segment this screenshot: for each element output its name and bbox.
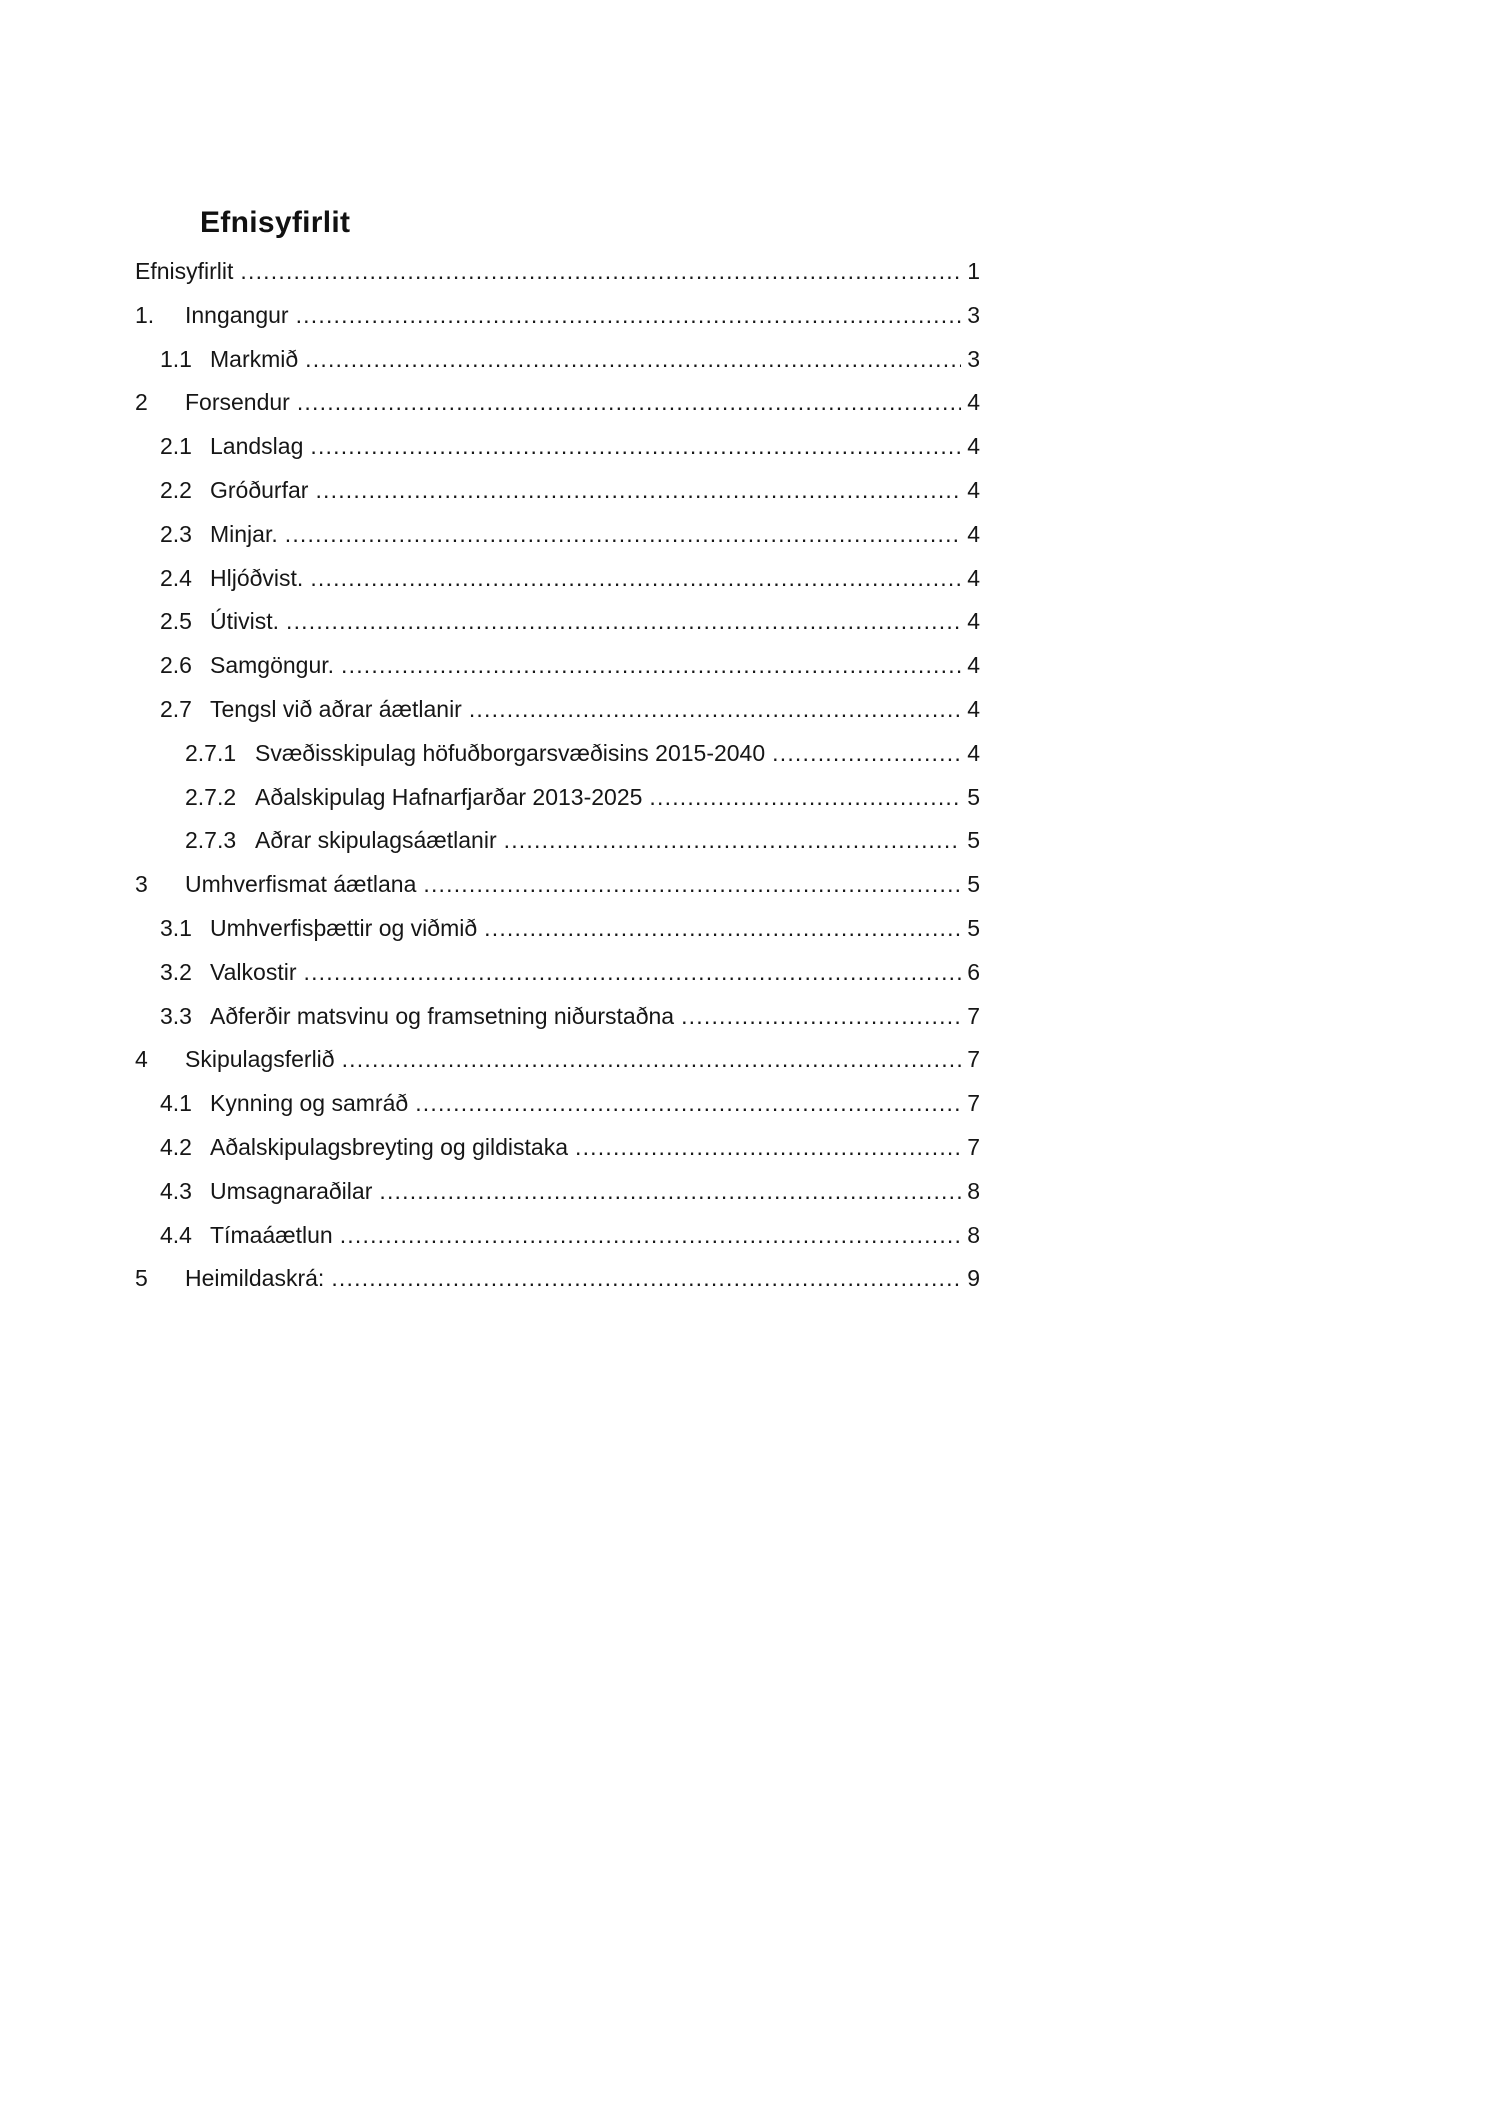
toc-entry-page-number: 3 (967, 301, 980, 328)
toc-entry-label: Hljóðvist. (210, 564, 304, 591)
toc-entry-label: Tengsl við aðrar áætlanir (210, 695, 462, 722)
toc-entry-label: Aðalskipulag Hafnarfjarðar 2013-2025 (255, 783, 643, 810)
toc-dotted-leader (240, 258, 961, 285)
toc-entry (135, 1046, 980, 1090)
toc-entry-page-number: 9 (967, 1265, 980, 1292)
toc-entry-label: Aðalskipulagsbreyting og gildistaka (210, 1133, 568, 1160)
toc-entry-page-number: 5 (967, 914, 980, 941)
toc-dotted-leader (297, 389, 961, 416)
toc-entry-label: Efnisyfirlit (135, 258, 234, 284)
toc-dotted-leader (681, 1003, 961, 1030)
toc-entry-number: 5 (135, 1265, 148, 1292)
toc-dotted-leader (310, 565, 961, 592)
toc-entry (135, 1134, 980, 1178)
toc-entry-number: 1.1 (160, 345, 192, 372)
toc-dotted-leader (649, 784, 961, 811)
toc-entry-page-number: 4 (967, 652, 980, 679)
toc-entry-number: 2.7 (160, 695, 192, 722)
toc-entry (135, 827, 980, 871)
toc-dotted-leader (469, 696, 961, 723)
toc-entry-number: 3 (135, 871, 148, 898)
toc-entry (135, 433, 980, 477)
toc-entry (135, 258, 980, 302)
toc-entry-page-number: 5 (967, 783, 980, 810)
toc-list (135, 258, 980, 1309)
toc-entry-number: 3.2 (160, 958, 192, 985)
toc-entry-page-number: 5 (967, 871, 980, 898)
toc-entry (135, 871, 980, 915)
toc-dotted-leader (285, 521, 961, 548)
toc-entry-page-number: 7 (967, 1002, 980, 1029)
toc-dotted-leader (310, 433, 961, 460)
toc-entry-label: Markmið (210, 345, 299, 372)
toc-entry-label: Inngangur (185, 301, 289, 328)
toc-dotted-leader (286, 608, 961, 635)
toc-entry-page-number: 7 (967, 1133, 980, 1160)
toc-entry (135, 565, 980, 609)
toc-entry-page-number: 8 (967, 1177, 980, 1204)
toc-entry-number: 4.3 (160, 1177, 192, 1204)
toc-entry-page-number: 3 (967, 345, 980, 372)
toc-entry-number: 2.7.2 (185, 783, 237, 810)
toc-entry-label: Útivist. (210, 608, 279, 635)
toc-entry (135, 959, 980, 1003)
toc-entry-label: Valkostir (210, 958, 297, 985)
toc-entry-page-number: 5 (967, 827, 980, 854)
toc-dotted-leader (341, 652, 961, 679)
toc-entry-number: 4.4 (160, 1221, 192, 1248)
toc-entry-label: Aðferðir matsvinu og framsetning niðurstaðna (210, 1002, 675, 1029)
toc-dotted-leader (415, 1090, 961, 1117)
toc-entry-label: Landslag (210, 433, 304, 460)
toc-entry (135, 1265, 980, 1309)
toc-entry-number: 4.1 (160, 1090, 192, 1117)
toc-entry-label: Skipulagsferlið (185, 1046, 335, 1073)
toc-entry-page-number: 4 (967, 389, 980, 416)
toc-entry-label: Kynning og samráð (210, 1090, 409, 1117)
toc-entry-number: 2 (135, 389, 148, 416)
toc-entry (135, 608, 980, 652)
toc-entry (135, 1178, 980, 1222)
toc-entry-label: Umsagnaraðilar (210, 1177, 373, 1204)
toc-entry (135, 696, 980, 740)
toc-entry-page-number: 1 (967, 258, 980, 284)
toc-entry-page-number: 8 (967, 1221, 980, 1248)
toc-dotted-leader (304, 959, 962, 986)
toc-entry-label: Samgöngur. (210, 652, 335, 679)
toc-entry-label: Umhverfismat áætlana (185, 871, 417, 898)
toc-entry-label: Forsendur (185, 389, 290, 416)
toc-dotted-leader (296, 302, 961, 329)
toc-dotted-leader (340, 1222, 961, 1249)
toc-entry-page-number: 4 (967, 476, 980, 503)
toc-entry (135, 784, 980, 828)
toc-entry-number: 2.3 (160, 520, 192, 547)
toc-entry (135, 521, 980, 565)
toc-entry-page-number: 4 (967, 433, 980, 460)
toc-entry (135, 1003, 980, 1047)
toc-entry-number: 2.6 (160, 652, 192, 679)
toc-entry (135, 915, 980, 959)
toc-entry-number: 3.3 (160, 1002, 192, 1029)
toc-title: Efnisyfirlit (200, 206, 351, 239)
toc-entry-number: 2.2 (160, 476, 192, 503)
toc-dotted-leader (484, 915, 961, 942)
toc-entry (135, 389, 980, 433)
toc-entry-label: Tímaáætlun (210, 1221, 333, 1248)
toc-entry (135, 1222, 980, 1266)
toc-entry-page-number: 7 (967, 1046, 980, 1073)
toc-section (135, 206, 980, 1309)
toc-entry-page-number: 4 (967, 520, 980, 547)
toc-entry-number: 2.4 (160, 564, 192, 591)
toc-entry (135, 740, 980, 784)
toc-entry-number: 1. (135, 301, 155, 328)
toc-dotted-leader (315, 477, 961, 504)
toc-entry-number: 2.5 (160, 608, 192, 635)
toc-entry-page-number: 4 (967, 695, 980, 722)
toc-dotted-leader (379, 1178, 961, 1205)
toc-dotted-leader (342, 1046, 961, 1073)
toc-entry (135, 652, 980, 696)
toc-entry-label: Svæðisskipulag höfuðborgarsvæðisins 2015-2040 (255, 739, 766, 766)
toc-dotted-leader (423, 871, 961, 898)
toc-entry-label: Aðrar skipulagsáætlanir (255, 827, 497, 854)
toc-entry-label: Minjar. (210, 520, 278, 547)
toc-entry (135, 477, 980, 521)
toc-dotted-leader (575, 1134, 961, 1161)
toc-dotted-leader (504, 827, 961, 854)
toc-entry-number: 2.7.3 (185, 827, 237, 854)
toc-entry-page-number: 4 (967, 608, 980, 635)
toc-entry (135, 346, 980, 390)
toc-entry-label: Gróðurfar (210, 476, 309, 503)
toc-dotted-leader (331, 1265, 961, 1292)
toc-entry-page-number: 4 (967, 739, 980, 766)
toc-dotted-leader (305, 346, 961, 373)
toc-entry-number: 2.7.1 (185, 739, 237, 766)
toc-dotted-leader (772, 740, 961, 767)
toc-entry-number: 2.1 (160, 433, 192, 460)
toc-entry-number: 3.1 (160, 914, 192, 941)
toc-entry-label: Umhverfisþættir og viðmið (210, 914, 478, 941)
toc-entry (135, 1090, 980, 1134)
toc-entry-page-number: 6 (967, 958, 980, 985)
toc-entry (135, 302, 980, 346)
toc-entry-number: 4.2 (160, 1133, 192, 1160)
toc-entry-label: Heimildaskrá: (185, 1265, 325, 1292)
toc-entry-page-number: 4 (967, 564, 980, 591)
toc-entry-number: 4 (135, 1046, 148, 1073)
toc-entry-page-number: 7 (967, 1090, 980, 1117)
